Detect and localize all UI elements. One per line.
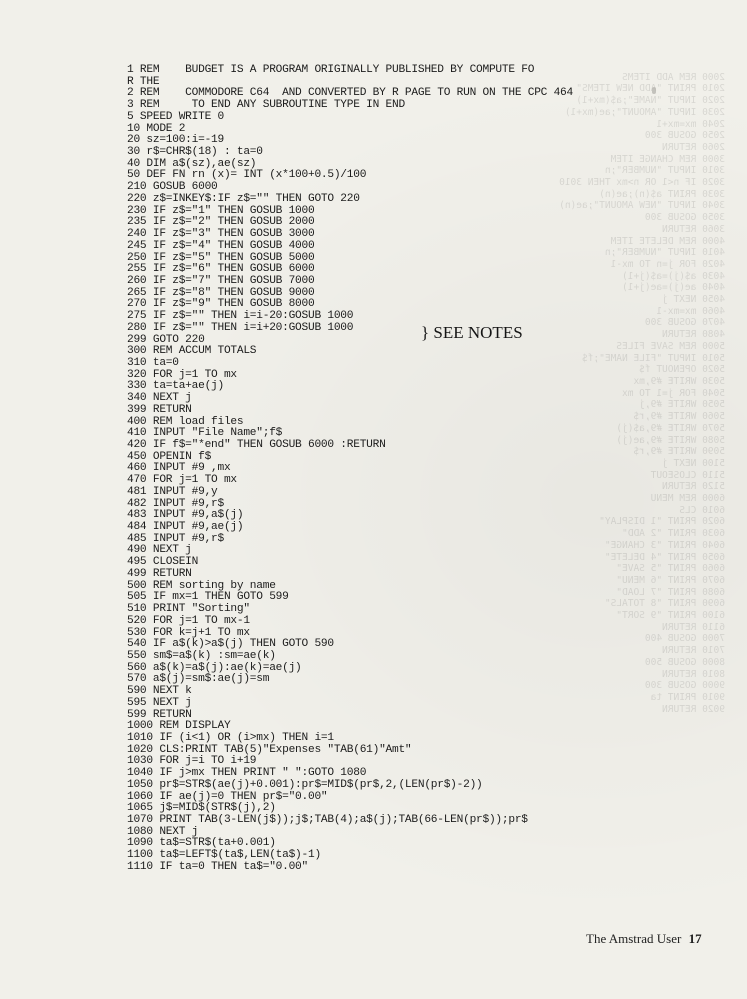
code-line: 540 IF a$(k)>a$(j) THEN GOTO 590 xyxy=(127,638,334,651)
code-line: 530 FOR k=j+1 TO mx xyxy=(127,626,250,639)
code-line: 20 sz=100:i=-19 xyxy=(127,134,224,147)
code-line: 550 sm$=a$(k) :sm=ae(k) xyxy=(127,649,276,662)
code-line: 1100 ta$=LEFT$(ta$,LEN(ta$)-1) xyxy=(127,849,321,862)
code-line: 275 IF z$="" THEN i=i-20:GOSUB 1000 xyxy=(127,310,354,323)
code-line: 245 IF z$="4" THEN GOSUB 4000 xyxy=(127,239,315,252)
code-line: 1010 IF (i<1) OR (i>mx) THEN i=1 xyxy=(127,731,334,744)
code-line: 399 RETURN xyxy=(127,403,192,416)
code-line: 280 IF z$="" THEN i=i+20:GOSUB 1000 xyxy=(127,321,354,334)
code-line: 500 REM sorting by name xyxy=(127,579,276,592)
bleed-through-text: 2000 REM ADD ITEMS 2010 PRINT "ADD NEW ITEMS" 2020 INPUT "NAME";a$(mx+1) 2030 INPUT "AMOUNT";ae(mx+1) 2040 mx=mx+1 2050 GOSUB 300 2060 RETURN 3000 REM CHANGE ITEM 3010 INPUT "NUMBER";n 3020 IF n<1 OR n>mx THEN 3010 3030 PRINT a$(n);ae(n) 3040 INPUT "NEW AMOUNT";ae(n) 3050 GOSUB 300 3060 RETURN 4000 REM DELETE ITEM 4010 INPUT "NUMBER";n 4020 FOR j=n TO mx-1 4030 a$(j)=a$(j+1) 4040 ae(j)=ae(j+1) 4050 NEXT j 4060 mx=mx-1 4070 GOSUB 300 4080 RETURN 5000 REM SAVE FILES 5010 INPUT "FILE NAME";f$ 5020 OPENOUT f$ 5030 WRITE #9,mx 5040 FOR j=1 TO mx 5050 WRITE #9,j 5060 WRITE #9,r$ 5070 WRITE #9,a$(j) 5080 WRITE #9,ae(j) 5090 WRITE #9,r$ 5100 NEXT j 5110 CLOSEOUT 5120 RETURN 6000 REM MENU 6010 CLS 6020 PRINT "1 DISPLAY" 6030 PRINT "2 ADD" 6040 PRINT "3 CHANGE" 6050 PRINT "4 DELETE" 6060 PRINT "5 SAVE" 6070 PRINT "6 MENU" 6080 PRINT "7 LOAD" 6090 PRINT "8 TOTALS" 6100 PRINT "9 SORT" 6110 RETURN 7000 GOSUB 400 7010 RETURN 8000 GOSUB 500 8010 RETURN 9000 GOSUB 300 9010 PRINT ta 9020 RETURN xyxy=(559,71,725,715)
code-line: 510 PRINT "Sorting" xyxy=(127,603,250,616)
code-line: 495 CLOSEIN xyxy=(127,556,199,569)
code-line: 250 IF z$="5" THEN GOSUB 5000 xyxy=(127,251,315,264)
code-line: 330 ta=ta+ae(j) xyxy=(127,380,224,393)
code-line: 320 FOR j=1 TO mx xyxy=(127,368,237,381)
code-line: 400 REM load files xyxy=(127,415,244,428)
code-line: 481 INPUT #9,y xyxy=(127,485,218,498)
see-notes-annotation: } SEE NOTES xyxy=(421,323,523,342)
code-line: 490 NEXT j xyxy=(127,544,192,557)
code-line: 1065 j$=MID$(STR$(j),2) xyxy=(127,802,276,815)
code-line: 599 RETURN xyxy=(127,708,192,721)
code-line: 30 r$=CHR$(18) : ta=0 xyxy=(127,146,263,159)
code-line: 470 FOR j=1 TO mx xyxy=(127,474,237,487)
code-line: 570 a$(j)=sm$:ae(j)=sm xyxy=(127,673,270,686)
code-line: 460 INPUT #9 ,mx xyxy=(127,462,231,475)
code-line: 484 INPUT #9,ae(j) xyxy=(127,521,244,534)
code-line: 5 SPEED WRITE 0 xyxy=(127,110,224,123)
code-line: 255 IF z$="6" THEN GOSUB 6000 xyxy=(127,263,315,276)
code-line: 2 REM COMMODORE C64 AND CONVERTED BY R PAGE TO RUN ON THE CPC 464 xyxy=(127,87,573,100)
code-line: 1020 CLS:PRINT TAB(5)"Expenses "TAB(61)"Amt" xyxy=(127,743,412,756)
code-line: 300 REM ACCUM TOTALS xyxy=(127,345,257,358)
magazine-title: The Amstrad User xyxy=(586,931,682,946)
code-line: 1110 IF ta=0 THEN ta$="0.00" xyxy=(127,860,308,873)
code-line: 270 IF z$="9" THEN GOSUB 8000 xyxy=(127,298,315,311)
code-line: R THE xyxy=(127,75,160,88)
code-line: 590 NEXT k xyxy=(127,685,192,698)
code-line: 1000 REM DISPLAY xyxy=(127,720,231,733)
code-line: 485 INPUT #9,r$ xyxy=(127,532,224,545)
code-line: 482 INPUT #9,r$ xyxy=(127,497,224,510)
code-line: 50 DEF FN rn (x)= INT (x*100+0.5)/100 xyxy=(127,169,367,182)
code-line: 420 IF f$="*end" THEN GOSUB 6000 :RETURN xyxy=(127,439,386,451)
code-line: 1080 NEXT j xyxy=(127,825,199,838)
code-line: 340 NEXT j xyxy=(127,392,192,405)
code-line: 310 ta=0 xyxy=(127,356,179,369)
code-line: 220 z$=INKEY$:IF z$="" THEN GOTO 220 xyxy=(127,192,360,205)
code-line: 1040 IF j>mx THEN PRINT " ":GOTO 1080 xyxy=(127,767,367,780)
code-line: 1090 ta$=STR$(ta+0.001) xyxy=(127,837,276,850)
code-line: 235 IF z$="2" THEN GOSUB 2000 xyxy=(127,216,315,229)
code-line: 265 IF z$="8" THEN GOSUB 9000 xyxy=(127,286,315,299)
page-number: 17 xyxy=(688,931,702,946)
code-line: 595 NEXT j xyxy=(127,696,192,709)
page-footer xyxy=(586,931,702,947)
code-line: 230 IF z$="1" THEN GOSUB 1000 xyxy=(127,204,315,217)
code-line: 1070 PRINT TAB(3-LEN(j$));j$;TAB(4);a$(j);TAB(66-LEN(pr$));pr$ xyxy=(127,814,528,826)
code-line: 1030 FOR j=i TO i+19 xyxy=(127,755,257,768)
code-line: 520 FOR j=1 TO mx-1 xyxy=(127,614,250,627)
code-line: 260 IF z$="7" THEN GOSUB 7000 xyxy=(127,274,315,287)
code-line: 410 INPUT "File Name";f$ xyxy=(127,427,283,440)
code-line: 1 REM BUDGET IS A PROGRAM ORIGINALLY PUBLISHED BY COMPUTE FO xyxy=(127,64,535,76)
code-line: 483 INPUT #9,a$(j) xyxy=(127,509,244,522)
code-line: 499 RETURN xyxy=(127,567,192,580)
basic-program-listing xyxy=(127,65,573,874)
code-line: 450 OPENIN f$ xyxy=(127,450,212,463)
code-line: 210 GOSUB 6000 xyxy=(127,181,218,194)
code-line: 299 GOTO 220 xyxy=(127,333,205,346)
code-line: 505 IF mx=1 THEN GOTO 599 xyxy=(127,591,289,604)
paper-speck xyxy=(652,87,656,94)
code-line: 40 DIM a$(sz),ae(sz) xyxy=(127,157,257,170)
code-line: 240 IF z$="3" THEN GOSUB 3000 xyxy=(127,228,315,241)
code-line: 560 a$(k)=a$(j):ae(k)=ae(j) xyxy=(127,661,302,674)
code-line: 3 REM TO END ANY SUBROUTINE TYPE IN END xyxy=(127,99,405,112)
code-line: 10 MODE 2 xyxy=(127,122,186,135)
code-line: 1050 pr$=STR$(ae(j)+0.001):pr$=MID$(pr$,2,(LEN(pr$)-2)) xyxy=(127,778,483,791)
code-line: 1060 IF ae(j)=0 THEN pr$="0.00" xyxy=(127,790,328,803)
